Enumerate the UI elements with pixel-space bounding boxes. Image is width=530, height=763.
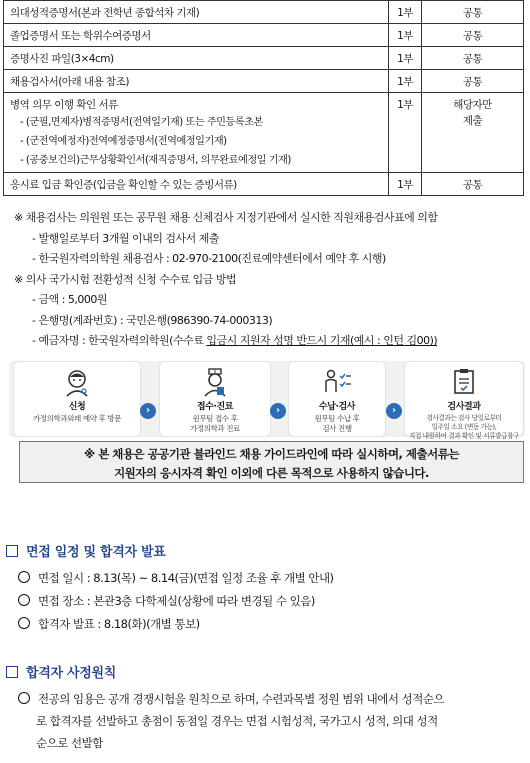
note-health-check: ※ 채용검사는 의원원 또는 공무원 채용 신체검사 지정기관에서 실시한 직원채용검사표에 의함 [14,211,438,224]
flow-step-title: 접수·진료 [196,402,234,412]
doc-qty: 1부 [389,93,422,173]
flow-step-desc: 검사 진행 [322,424,352,433]
circle-bullet-icon [18,692,30,704]
table-row [4,24,524,47]
blind-hiring-notice [19,441,524,483]
doc-name: 의대성적증명서(본과 전학년 종합석차 기재) [4,1,389,24]
depositor-label: - 예금자명 : 한국원자력의학원(수수료 [32,334,207,347]
doc-qty: 1부 [389,24,422,47]
doc-name: 졸업증명서 또는 학위수여증명서 [4,24,389,47]
doc-note: 공통 [422,173,524,196]
flow-step-desc: 가정의학과외래 예약 후 방문 [32,414,122,423]
depositor-underline: 입금시 지원자 성명 반드시 기재(예시 : 인턴 김00)) [206,334,438,347]
flow-step-desc: 일주일 소요 (변동 가능), [431,423,497,431]
doc-name: 증명사진 파일(3×4cm) [4,47,389,70]
table-row [4,173,524,196]
note-health-check-b: - 한국원자력의학원 채용검사 : 02-970-2100(진료예약센터에서 예약 후 시행) [32,252,386,265]
table-row-military [4,93,524,173]
flow-step-desc: 검사결과는 검사 당일로부터 [426,414,502,422]
flow-step-title: 신청 [68,402,86,412]
interview-place-item [18,593,315,609]
section-title-selection [6,662,116,681]
note-fee-amount: - 금액 : 5,000원 [32,293,108,306]
circle-bullet-icon [18,571,30,583]
chevron-right-icon: › [140,403,156,419]
flow-step-result [404,361,524,440]
military-sub-1: - (군필,면제자)병적증명서(전역일기재) 또는 주민등록초본 [20,117,263,128]
paragraph-line-1: 전공의 임용은 공개 경쟁시험을 원칙으로 하며, 수련과목별 정원 범위 내에서 성적순으 [38,692,445,706]
chevron-right-icon: › [386,403,402,419]
doc-name: 채용검사서(아래 내용 참조) [4,70,389,93]
notice-line-1: ※ 본 채용은 공공기관 블라인드 채용 가이드라인에 따라 실시하며, 제출서류는 [84,447,459,461]
paragraph-line-2: 로 합격자를 선발하고 총점이 동점일 경우는 면접 시험성적, 국가고시 성적, 의대 성적 [36,714,438,728]
selection-principle-paragraph [18,688,528,754]
military-sub-3: - (공중보건의)근무상황확인서(재직증명서, 의무완료예정일 기재) [20,155,291,166]
flow-step-desc: 원무팀 접수 후 [192,414,238,423]
doc-note: 공통 [422,70,524,93]
section-title-interview [6,541,165,560]
interview-date-item [18,570,334,586]
flow-step-apply [13,361,141,437]
item-text: 합격자 발표 : 8.18(화)(개별 통보) [38,617,200,631]
checklist-person-icon [289,367,385,397]
item-text: 면접 장소 : 본관3층 다학제실(상황에 따라 변경될 수 있음) [38,594,315,608]
note-fee-bank: - 은행명(계좌번호) : 국민은행(986390-74-000313) [32,313,273,327]
doc-name: 응시료 입금 확인증(입금을 확인할 수 있는 증빙서류) [4,173,389,196]
military-docs-cell [4,93,389,173]
doc-qty: 1부 [389,47,422,70]
table-row [4,1,524,24]
flow-step-title: 수납·검사 [318,402,356,412]
note-health-check-a: - 발행일로부터 3개월 이내의 검사서 제출 [32,231,219,245]
report-icon [405,367,523,397]
result-announce-item [18,616,200,632]
note-line-2: 제출 [462,115,483,127]
military-title: 병역 의무 이행 확인 서류 [10,99,118,111]
flow-step-desc: 가정의학과 진료 [190,424,240,433]
note-line-1: 해당자만 [453,99,492,111]
notice-line-2: 지원자의 응시자격 확인 이외에 다른 목적으로 사용하지 않습니다. [114,466,429,480]
square-bullet-icon [6,545,18,557]
documents-table [3,0,524,196]
paragraph-line-3: 순으로 선발함 [36,736,103,750]
notes-block [14,208,526,352]
doc-note: 공통 [422,47,524,70]
doc-note: 공통 [422,24,524,47]
circle-bullet-icon [18,617,30,629]
flow-step-desc: 원무팀 수납 후 [314,414,360,423]
doctor-icon [14,367,140,397]
flow-step-desc: 직접 내원하여 결과 확인 및 서류발급창구 [409,432,519,440]
flow-step-payment [288,361,386,437]
doc-qty: 1부 [389,1,422,24]
section-title-text: 면접 일정 및 합격자 발표 [26,545,166,560]
section-title-text: 합격자 사정원칙 [26,666,117,681]
table-row [4,70,524,93]
note-fee-depositor [14,331,526,352]
square-bullet-icon [6,666,18,678]
doc-note: 공통 [422,1,524,24]
military-sub-2: - (군전역예정자)전역예정증명서(전역예정일기재) [20,136,227,147]
health-check-process-flow [9,361,525,440]
flow-step-title: 검사결과 [447,402,481,412]
item-text: 면접 일시 : 8.13(목) ~ 8.14(금)(면접 일정 조율 후 개별 안내) [38,571,334,585]
doc-qty: 1부 [389,173,422,196]
table-row [4,47,524,70]
flow-step-reception [159,361,271,437]
nurse-icon [160,367,270,397]
doc-note [422,93,524,173]
doc-qty: 1부 [389,70,422,93]
circle-bullet-icon [18,594,30,606]
note-fee: ※ 의사 국가시험 전환성적 신청 수수료 입금 방법 [14,272,237,286]
chevron-right-icon: › [270,403,286,419]
